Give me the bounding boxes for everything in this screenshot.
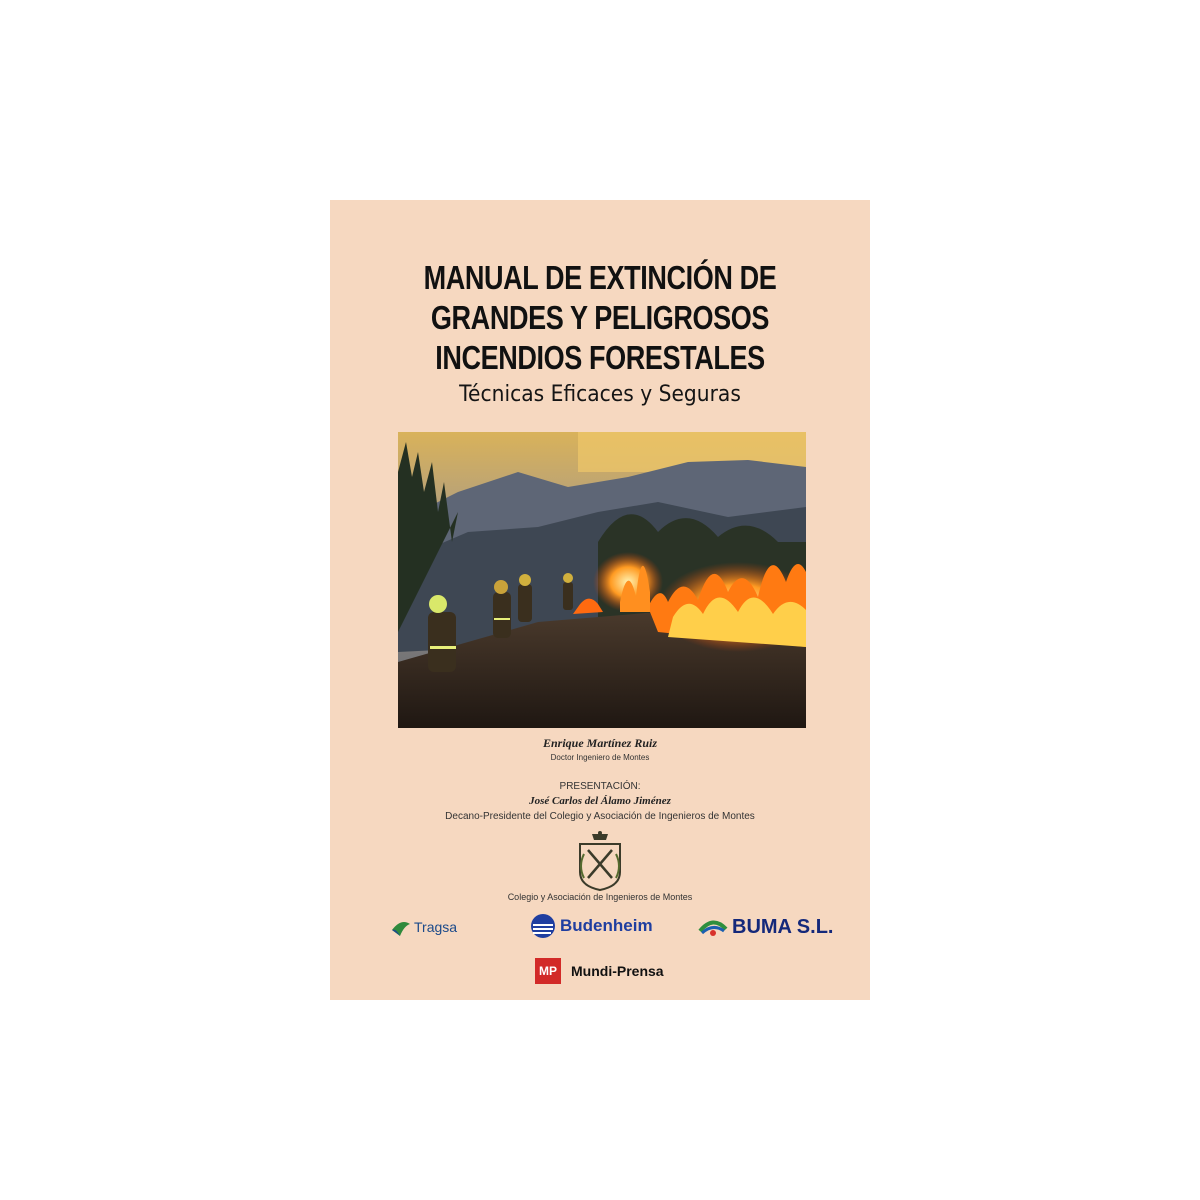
presentation-label: PRESENTACIÓN: (559, 781, 641, 792)
budenheim-label: Budenheim (560, 916, 653, 935)
wildfire-illustration (398, 432, 806, 728)
buma-mark-icon (698, 917, 728, 939)
college-name: Colegio y Asociación de Ingenieros de Montes (507, 892, 693, 902)
title-line-3: INCENDIOS FORESTALES (435, 339, 765, 376)
presenter-role: Decano-Presidente del Colegio y Asociación de Ingenieros de Montes (445, 811, 755, 822)
tragsa-logo (390, 916, 457, 938)
tragsa-mark-icon (390, 916, 412, 938)
mundi-prensa-logo (535, 958, 664, 984)
book-subtitle: Técnicas Eficaces y Seguras (459, 382, 741, 407)
title-line-2: GRANDES Y PELIGROSOS (430, 299, 770, 336)
title-line-1: MANUAL DE EXTINCIÓN DE (423, 259, 777, 296)
college-emblem-icon (570, 830, 630, 892)
budenheim-mark-icon (530, 913, 556, 939)
tragsa-label: Tragsa (414, 919, 458, 935)
presenter-name: José Carlos del Álamo Jiménez (529, 795, 671, 807)
cover-photo-wildfire (398, 432, 806, 728)
buma-logo (698, 916, 833, 939)
buma-label: BUMA S.L. (732, 916, 834, 938)
author-name: Enrique Martínez Ruiz (542, 736, 658, 750)
budenheim-logo (530, 913, 653, 939)
book-title (379, 258, 822, 378)
book-cover (330, 200, 870, 1000)
mundi-prensa-label: Mundi-Prensa (571, 963, 664, 979)
author-role: Doctor Ingeniero de Montes (550, 753, 650, 762)
mp-mark: MP (535, 958, 561, 984)
